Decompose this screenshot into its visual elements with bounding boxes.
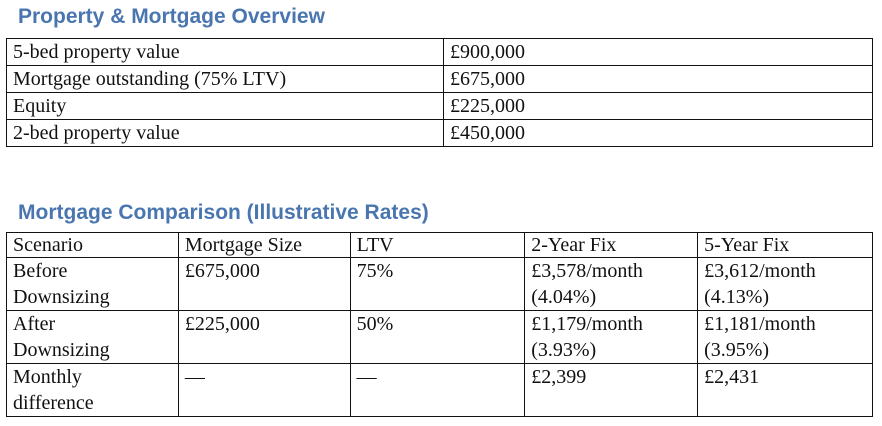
table-row: [7, 66, 873, 93]
comparison-table: [6, 232, 873, 417]
mortgage-size-cell: —: [178, 364, 350, 417]
fix2-cell: [525, 258, 698, 311]
fix5-cell: [698, 311, 873, 364]
fix2-rate: (4.04%): [531, 286, 597, 308]
fix5-rate: (4.13%): [704, 286, 770, 308]
table-row: [7, 93, 873, 120]
fix5-cell: [698, 364, 873, 417]
fix2-amount: £3,578/month: [531, 260, 643, 282]
header-mortgage-size: Mortgage Size: [178, 233, 350, 258]
fix5-amount: £3,612/month: [704, 260, 816, 282]
scenario-cell: [7, 364, 179, 417]
table-row: [7, 120, 873, 147]
overview-label: Mortgage outstanding (75% LTV): [7, 66, 444, 93]
scenario-line: Monthly: [13, 366, 82, 388]
scenario-line: Downsizing: [13, 286, 110, 308]
table-row: [7, 39, 873, 66]
scenario-line: After: [13, 313, 56, 335]
overview-label: 2-bed property value: [7, 120, 444, 147]
fix2-cell: [525, 311, 698, 364]
table-header-row: [7, 233, 873, 258]
table-row: [7, 311, 873, 364]
fix5-cell: [698, 258, 873, 311]
header-5-year-fix: 5-Year Fix: [698, 233, 873, 258]
overview-label: 5-bed property value: [7, 39, 444, 66]
scenario-line: Downsizing: [13, 339, 110, 361]
overview-value: £900,000: [444, 39, 873, 66]
scenario-line: difference: [13, 392, 94, 414]
ltv-cell: 75%: [350, 258, 525, 311]
overview-value: £225,000: [444, 93, 873, 120]
header-scenario: Scenario: [7, 233, 179, 258]
comparison-heading: Mortgage Comparison (Illustrative Rates): [18, 201, 429, 224]
fix2-rate: (3.93%): [531, 339, 597, 361]
overview-heading: Property & Mortgage Overview: [18, 5, 325, 28]
overview-table: [6, 38, 873, 147]
fix5-difference: £2,431: [704, 366, 760, 388]
mortgage-size-cell: £225,000: [178, 311, 350, 364]
overview-value: £675,000: [444, 66, 873, 93]
ltv-cell: 50%: [350, 311, 525, 364]
header-2-year-fix: 2-Year Fix: [525, 233, 698, 258]
fix2-cell: [525, 364, 698, 417]
scenario-cell: [7, 258, 179, 311]
fix5-amount: £1,181/month: [704, 313, 816, 335]
table-row: [7, 364, 873, 417]
table-row: [7, 258, 873, 311]
scenario-line: Before: [13, 260, 68, 282]
fix5-rate: (3.95%): [704, 339, 770, 361]
fix2-amount: £1,179/month: [531, 313, 643, 335]
fix2-difference: £2,399: [531, 366, 587, 388]
overview-value: £450,000: [444, 120, 873, 147]
overview-label: Equity: [7, 93, 444, 120]
header-ltv: LTV: [350, 233, 525, 258]
ltv-cell: —: [350, 364, 525, 417]
scenario-cell: [7, 311, 179, 364]
mortgage-size-cell: £675,000: [178, 258, 350, 311]
